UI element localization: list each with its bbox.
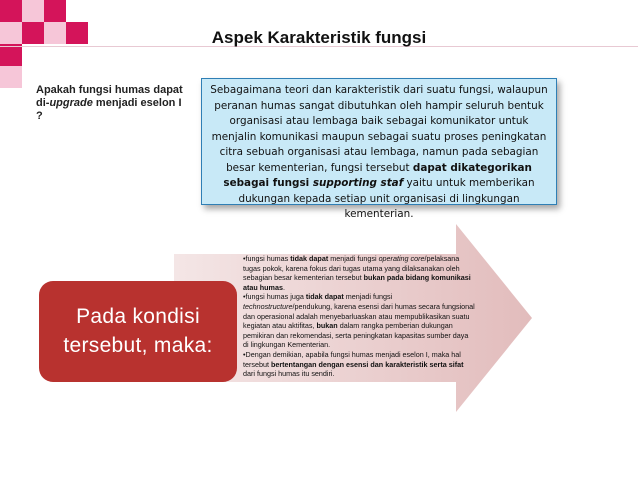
question-text: Apakah fungsi humas dapat di-upgrade menjadi eselon I ? — [36, 84, 183, 122]
list-item: •Dengan demikian, apabila fungsi humas menjadi eselon I, maka hal tersebut bertentangan dengan esensi dan karakteristik serta sifat dari fungsi humas itu sendiri. — [243, 349, 464, 379]
info-box: Sebagaimana teori dan karakteristik dari suatu fungsi, walaupun peranan humas sangat dibutuhkan oleh hampir seluruh bentuk organisasi atau lembaga baik sebagai komunikator untuk menjalin komunikasi maupun sebagai suatu proses peningkatan citra sebuah organisasi atau lembaga, namun pada sebagian besar kementerian, fungsi tersebut dapat dikategorikan sebagai fungsi supporting staf yaitu untuk memberikan dukungan kepada setiap unit organisasi di lingkungan kementerian. — [201, 78, 557, 205]
deco-square — [44, 0, 66, 22]
deco-square — [0, 0, 22, 22]
deco-square — [0, 66, 22, 88]
list-item: •fungsi humas tidak dapat menjadi fungsi operating core/pelaksana tugas pokok, karena fokus dari tugas utama yang dilaksanakan oleh sebagian besar kementerian tersebut bukan pada bidang komunikasi atau humas. — [243, 254, 471, 292]
deco-square — [22, 0, 44, 22]
slide-title: Aspek Karakteristik fungsi — [211, 28, 427, 47]
list-item: •fungsi humas juga tidak dapat menjadi fungsi technostructure/pendukung, karena esensi dari humas secara fungsional dan operasional adalah menyebarluaskan atau mempublikasikan suatu kegiatan atau aktifitas, bukan dalam rangka pemberian dukungan pemikiran dan rekomendasi, serta peningkatan kapasitas sumber daya di lingkungan Kementerian. — [243, 292, 475, 350]
conclusion-box: Pada kondisi tersebut, maka: — [39, 281, 237, 382]
bullet-list — [243, 254, 475, 379]
